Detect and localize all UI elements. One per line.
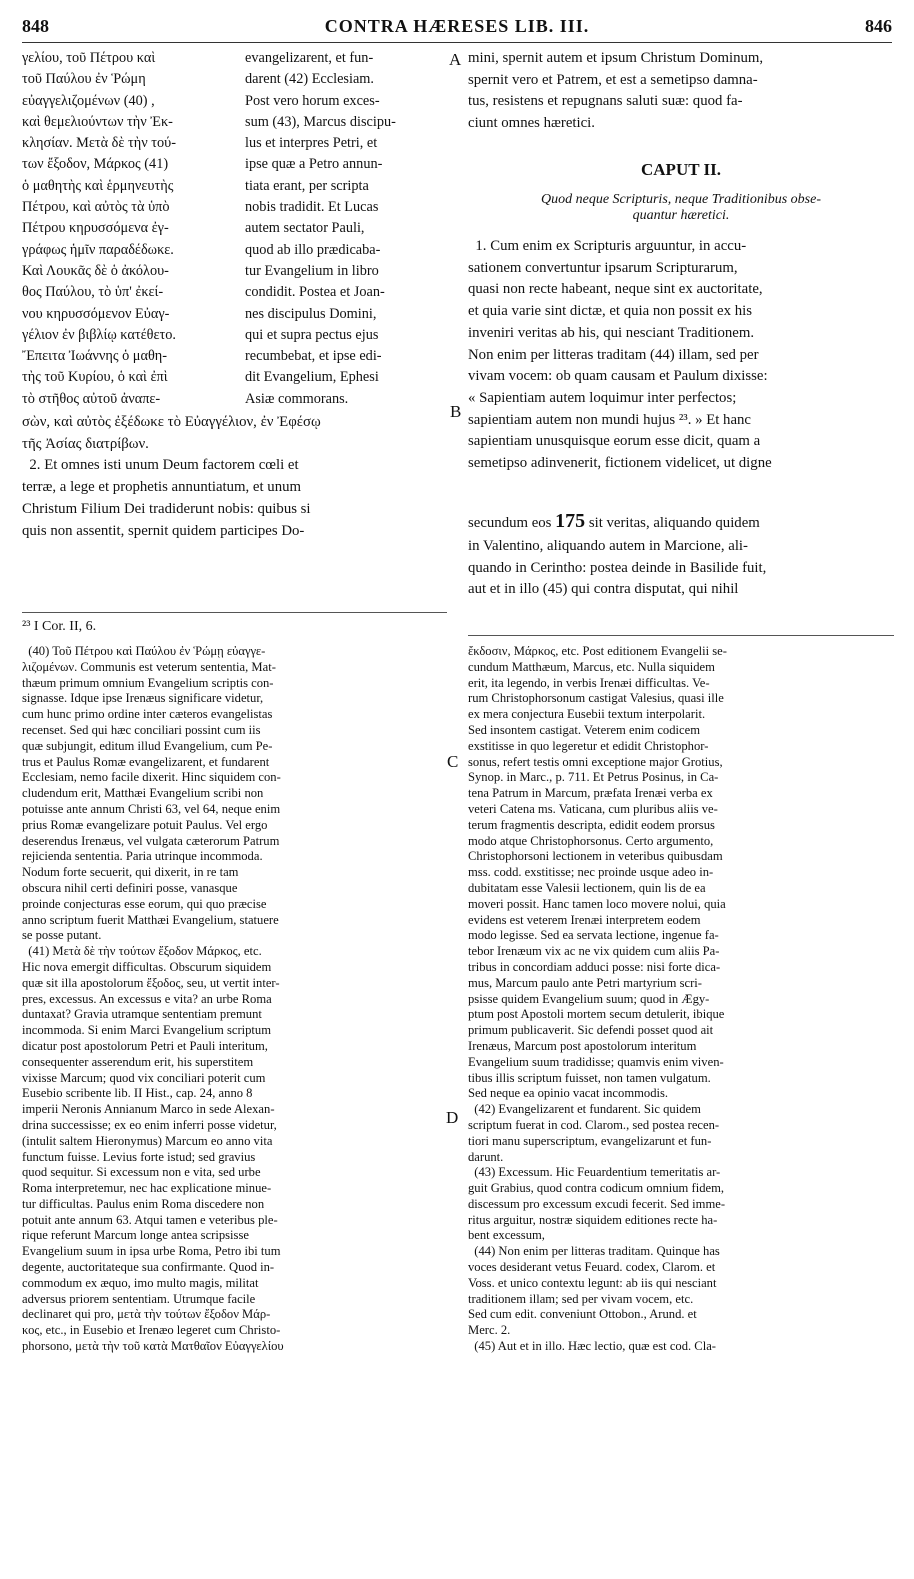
notes-left-column <box>22 644 447 1355</box>
note-line: quæ subjungit, editum illud Evangelium, cum Pe- <box>22 738 273 753</box>
latin-text-line: nobis tradidit. Et Lucas <box>245 199 379 216</box>
note-line: λιζομένων. Communis est veterum sententia, Mat- <box>22 659 276 674</box>
text-line: et quia varie sint dictæ, et quia non possit ex his <box>468 303 752 320</box>
note-line: discessum pro excessum excudi fecerit. Sed imme- <box>468 1196 726 1211</box>
note-line: terum fragmentis descripta, edidit eodem prorsus <box>468 817 715 832</box>
text-line: τῆς Ἀσίας διατρίβων. <box>22 435 149 452</box>
note-line: modo atque Christophorsonus. Certo argumento, <box>468 833 714 848</box>
greek-text-line: τὸ στῆθος αὐτοῦ ἀναπε- <box>22 390 161 407</box>
text-line: 1. Cum enim ex Scripturis arguuntur, in accu- <box>468 238 747 254</box>
note-line: functum fuisse. Levius forte istud; sed gravius <box>22 1149 256 1164</box>
note-line: tebor Irenæum vix ac ne vix quidem cum aliis Pa- <box>468 944 720 959</box>
greek-text-line: θος Παύλου, τὸ ὑπ' ἐκεί- <box>22 284 164 301</box>
note-line: (44) Non enim per litteras traditam. Quinque has <box>468 1244 720 1259</box>
note-line: consequenter asserendum erit, his superstitem <box>22 1054 254 1069</box>
note-line: thæum primum omnium Evangelium scriptis con- <box>22 675 274 690</box>
greek-text-line: των ἔξοδον, Μάρκος (41) <box>22 156 169 173</box>
note-line: dicatur post apostolorum Petri et Pauli interitum, <box>22 1038 268 1053</box>
page-header <box>22 16 892 40</box>
latin-text-line: nes discipulus Domini, <box>245 305 377 322</box>
note-line: cludendum erit, Matthæi Evangelium scribi non <box>22 786 264 801</box>
note-line: potuisse ante annum Christi 63, vel 64, neque enim <box>22 801 281 816</box>
note-line: traditionem illam; sed per vivam vocem, etc. <box>468 1291 694 1306</box>
greek-text-line: Ἔπειτα Ἰωάννης ὁ μαθη- <box>22 348 168 365</box>
latin-text-line: sum (43), Marcus discipu- <box>245 113 396 130</box>
right-line-with-page-number <box>468 511 894 535</box>
chapter-subtitle-line-2: quantur hæretici. <box>632 208 730 223</box>
greek-text-line: τοῦ Παύλου ἐν Ῥώμη <box>22 71 146 88</box>
note-line: trus et Paulus Romæ evangelizarent, et fundarent <box>22 754 270 769</box>
greek-text-line: τὴς τοῦ Κυρίου, ὁ καὶ ἐπὶ <box>22 369 168 386</box>
greek-text-line: εὐαγγελιζομένων (40) , <box>22 92 155 109</box>
note-line: drina successisse; ex eo enim inferri posse videtur, <box>22 1117 277 1132</box>
note-line: darunt. <box>468 1149 504 1164</box>
text-line: « Sapientiam autem loquimur inter perfectos; <box>468 389 737 406</box>
note-line: mus, Marcum paulo ante Petri martyrium scri- <box>468 975 702 990</box>
note-line: Nodum forte secuerit, qui dixerit, in re tam <box>22 865 239 880</box>
greek-text-line: γέλιον ἐν βιβλίῳ κατέθετο. <box>22 326 176 343</box>
latin-text-line: tiata erant, per scripta <box>245 177 369 194</box>
notes-separator <box>468 635 894 636</box>
note-line: ptum post Apostoli mortem secum detulerit, ibique <box>468 1007 725 1022</box>
text-line: spernit vero et Patrem, et est a semetipso damna- <box>468 71 758 88</box>
note-line: mss. codd. exstitisse; nec proinde usque adeo in- <box>468 865 714 880</box>
note-line: quæ sit illa apostolorum ἔξοδος, seu, ut vertit inter- <box>22 975 280 990</box>
note-line: veteri Catena ms. Vaticana, cum pluribus aliis ve- <box>468 801 718 816</box>
note-line: (intulit saltem Hieronymus) Marcum eo anno vita <box>22 1133 273 1148</box>
note-line: obscura nihil certi definiri posse, vanasque <box>22 880 238 895</box>
text-line: quis non assentit, spernit quidem participes Do- <box>22 522 305 539</box>
note-line: (45) Aut et in illo. Hæc lectio, quæ est cod. Cla- <box>468 1339 716 1354</box>
note-line: Hic nova emergit difficultas. Obscurum siquidem <box>22 959 272 974</box>
note-line: voces desiderant vetus Feuard. codex, Clarom. et <box>468 1260 716 1275</box>
note-line: imperii Neronis Annianum Marco in sede Alexan- <box>22 1102 275 1117</box>
note-line: scriptum fuerat in cod. Clarom., sed postea recen- <box>468 1117 720 1132</box>
note-line: sonus, refert testis omni exceptione major Grotius, <box>468 754 723 769</box>
note-line: Evangelium suum in ipsa urbe Roma, Petro ibi tum <box>22 1244 281 1259</box>
note-line: Christophorsoni lectionem in veteribus quibusdam <box>468 849 723 864</box>
edition-page-number: 175 <box>555 510 586 532</box>
right-body-text-2 <box>468 536 894 601</box>
note-line: rique referunt Marcum longe antea scripsisse <box>22 1228 249 1243</box>
latin-text-line: lus et interpres Petri, et <box>245 135 378 152</box>
text-line: semetipso adinvenerit, fictionem videlicet, ut digne <box>468 455 772 472</box>
note-line: ritus arguitur, nostræ siquidem editiones recte ha- <box>468 1212 718 1227</box>
greek-text-line: Πέτρου, καὶ αὐτὸς τὰ ὑπὸ <box>22 199 170 216</box>
note-line: (43) Excessum. Hic Feuardentium temeritatis ar- <box>468 1165 721 1180</box>
chapter-title: CAPUT II. <box>641 160 721 179</box>
note-line: guit Grabius, quod contra codicum omnium fidem, <box>468 1181 725 1196</box>
note-line: declinaret qui pro, μετὰ τὴν τούτων ἔξοδον Μάρ- <box>22 1307 271 1322</box>
note-line: phorsono, μετὰ τὴν τοῦ κατὰ Ματθαῖον Εὐαγγελίου <box>22 1339 284 1354</box>
note-line: tibus illis scriptum fuisset, non tamen vulgatum. <box>468 1070 711 1085</box>
note-line: (40) Τοῦ Πέτρου καὶ Παύλου ἐν Ῥώμῃ εὐαγγε- <box>22 644 266 658</box>
text-line: vivam vocem: ob quam causam et Paulum dixisse: <box>468 368 768 385</box>
note-line: ἔκδοσιν, Μάρκος, etc. Post editionem Evangelii se- <box>468 644 727 658</box>
latin-text-line: evangelizarent, et fun- <box>245 50 374 66</box>
latin-text-line: autem sectator Pauli, <box>245 220 365 237</box>
greek-text-line: γελίου, τοῦ Πέτρου καὶ <box>22 50 156 66</box>
latin-text-line: ipse quæ a Petro annun- <box>245 156 383 173</box>
page-number-right: 846 <box>865 16 892 36</box>
text-line: in Valentino, aliquando autem in Marcione, ali- <box>468 538 748 554</box>
latin-text-line: dit Evangelium, Ephesi <box>245 369 379 386</box>
note-line: rum Christophorsonum castigat Valesius, quasi ille <box>468 691 724 706</box>
footnote-separator <box>22 612 447 613</box>
note-line: moveri possit. Hanc tamen loco movere nolui, quia <box>468 896 726 911</box>
note-line: tur difficultas. Paulus enim Roma discedere non <box>22 1196 265 1211</box>
note-line: Eusebio scribente lib. II Hist., cap. 24, anno 8 <box>22 1086 253 1101</box>
text-line: terræ, a lege et prophetis annuntiatum, et unum <box>22 479 302 496</box>
note-line: bent excessum, <box>468 1228 545 1243</box>
text-line: tus, resistens et repugnans saluti suæ: quod fa- <box>468 93 743 110</box>
note-line: proinde conjecturas esse eorum, qui quo præcise <box>22 896 267 911</box>
text-line: 2. Et omnes isti unum Deum factorem cœli et <box>22 457 299 474</box>
left-continuation-text <box>22 412 447 542</box>
notes-right-column <box>468 644 894 1355</box>
note-line: vixisse Marcum; quod vix conciliari poterit cum <box>22 1070 266 1085</box>
note-line: Synop. in Marc., p. 711. Et Petrus Posinus, in Ca- <box>468 770 719 785</box>
greek-text-line: Πέτρου κηρυσσόμενα ἐγ- <box>22 220 169 237</box>
note-line: pres, excessus. An excessus e vita? an urbe Roma <box>22 991 272 1006</box>
note-line: tribus in concordiam adduci posse: nisi forte dica- <box>468 959 721 974</box>
latin-text-line: Asiæ commorans. <box>245 390 349 407</box>
latin-text-line: condidit. Postea et Joan- <box>245 284 385 301</box>
text-line: ciunt omnes hæretici. <box>468 115 595 132</box>
note-line: erit, ita legendo, in verbis Irenæi difficultas. Ve- <box>468 675 710 690</box>
note-line: Sed neque ea opinio vacat incommodis. <box>468 1086 669 1101</box>
greek-text-line: καὶ θεμελιούντων τὴν Ἐκ- <box>22 113 173 130</box>
running-title: CONTRA HÆRESES LIB. III. <box>324 16 590 36</box>
latin-text-line: recumbebat, et ipse edi- <box>245 348 382 365</box>
latin-text-column <box>245 48 443 410</box>
chapter-subtitle <box>468 192 894 224</box>
note-line: Ecclesiam, nemo facile dixerit. Hinc siquidem con- <box>22 770 281 785</box>
text-line: quasi non recte habeant, neque sint ex auctoritate, <box>468 281 763 298</box>
line-text-before: secundum eos <box>468 515 556 531</box>
note-line: Evangelium suum tradidisse; quamvis enim viven- <box>468 1054 724 1069</box>
text-line: mini, spernit autem et ipsum Christum Dominum, <box>468 50 764 66</box>
note-line: cundum Matthæum, Marcus, etc. Nulla siquidem <box>468 659 715 674</box>
latin-text-line: darent (42) Ecclesiam. <box>245 71 375 88</box>
text-line: σὼν, καὶ αὐτὸς ἐξέδωκε τὸ Εὐαγγέλιον, ἐν Ἐφέσῳ <box>22 414 321 430</box>
note-line: Voss. et unico contextu legunt: ab iis qui nesciant <box>468 1275 717 1290</box>
scripture-footnote: ²³ I Cor. II, 6. <box>22 619 97 634</box>
note-line: recenset. Sed qui hæc conciliari possint cum iis <box>22 722 261 737</box>
text-line: Christum Filium Dei tradiderunt nobis: quibus si <box>22 500 311 517</box>
note-line: prius Romæ evangelizare potuit Paulus. Vel ergo <box>22 817 268 832</box>
line-text-after: sit veritas, aliquando quidem <box>585 515 760 531</box>
note-line: dubitatam esse Valesii lectionem, quin lis de ea <box>468 880 706 895</box>
note-line: psisse quidem Evangelium suum; quod in Ægy- <box>468 991 710 1006</box>
latin-text-line: tur Evangelium in libro <box>245 262 379 279</box>
right-top-text <box>468 48 894 135</box>
note-line: κος, etc., in Eusebio et Irenæo legeret cum Christo- <box>22 1323 281 1338</box>
text-line: inveniri veritas ab his, qui nesciant Traditionem. <box>468 324 755 341</box>
note-line: se posse putant. <box>22 928 102 943</box>
text-line: sapientiam autem non mundi hujus ²³. » Et hanc <box>468 411 751 428</box>
latin-text-line: quod ab illo prædicaba- <box>245 241 381 258</box>
note-line: adversus priorem sententiam. Utrumque facile <box>22 1291 256 1306</box>
greek-text-line: γράφως ἡμῖν παραδέδωκε. <box>22 241 174 258</box>
note-line: modo legisse. Sed ea servata lectione, ingenue fa- <box>468 928 719 943</box>
note-line: signasse. Idque ipse Irenæus significare videtur, <box>22 691 264 706</box>
note-line: tiori manu superscriptum, evangelizarunt et fun- <box>468 1133 712 1148</box>
note-line: duntaxat? Gravia utramque sententiam premunt <box>22 1007 262 1022</box>
note-line: Irenæus, Marcum post apostolorum interitum <box>468 1038 697 1053</box>
latin-text-line: Post vero horum exces- <box>245 92 380 109</box>
text-line: sapientiam unusquisque eorum esse dicit, quam a <box>468 433 761 450</box>
greek-text-column <box>22 48 240 410</box>
header-rule <box>22 42 892 43</box>
note-line: commodum ex æquo, imo multo magis, militat <box>22 1275 259 1290</box>
note-line: potuit ante annum 63. Atqui tamen e veteribus ple- <box>22 1212 278 1227</box>
text-line: sationem convertuntur ipsarum Scripturarum, <box>468 259 738 276</box>
page-number-left: 848 <box>22 16 49 36</box>
note-line: Sed cum edit. conveniunt Ottobon., Arund. et <box>468 1307 697 1322</box>
note-line: (41) Μετὰ δὲ τὴν τούτων ἔξοδον Μάρκος, etc. <box>22 944 262 959</box>
margin-letter-a: A <box>449 50 462 69</box>
margin-letter-d: D <box>446 1108 459 1127</box>
note-line: deserendus Irenæus, vel vulgata cæterorum Patrum <box>22 833 280 848</box>
chapter-subtitle-line-1: Quod neque Scripturis, neque Traditionibus obse- <box>541 192 821 207</box>
note-line: ex mera conjectura Eusebii textum interpolarit. <box>468 707 706 722</box>
margin-letter-b: B <box>450 402 462 421</box>
note-line: rejicienda sententia. Paria utrinque incommoda. <box>22 849 263 864</box>
note-line: exstitisse in quo legeretur et edidit Christophor- <box>468 738 709 753</box>
note-line: Sed insontem castigat. Veterem enim codicem <box>468 722 700 737</box>
note-line: incommoda. Si enim Marci Evangelium scriptum <box>22 1023 272 1038</box>
margin-letter-c: C <box>447 752 459 771</box>
text-line: quando in Cerintho: postea deinde in Basilide fuit, <box>468 559 767 576</box>
right-body-text <box>468 236 894 475</box>
note-line: anno scriptum fuerit Matthæi Evangelium, statuere <box>22 912 279 927</box>
note-line: degente, auctoritateque sua confirmante. Quod in- <box>22 1260 275 1275</box>
note-line: (42) Evangelizarent et fundarent. Sic quidem <box>468 1102 701 1117</box>
latin-text-line: qui et supra pectus ejus <box>245 326 379 343</box>
greek-text-line: ὁ μαθητὴς καὶ ἑρμηνευτὴς <box>22 177 174 194</box>
note-line: Roma interpretemur, nec hac explicatione minue- <box>22 1181 272 1196</box>
text-line: Non enim per litteras traditam (44) illam, sed per <box>468 346 759 363</box>
note-line: quod sequitur. Si excessum non e vita, sed urbe <box>22 1165 261 1180</box>
note-line: tena Patrum in Marcum, præfata Irenæi verba ex <box>468 786 713 801</box>
greek-text-line: κλησίαν. Μετὰ δὲ τὴν τού- <box>22 135 176 152</box>
note-line: primum publicaverit. Sic defendi posset quod ait <box>468 1023 714 1038</box>
greek-text-line: Καὶ Λουκᾶς δὲ ὁ ἀκόλου- <box>22 262 169 279</box>
greek-text-line: νου κηρυσσόμενον Εὐαγ- <box>22 305 170 322</box>
note-line: Merc. 2. <box>468 1323 511 1338</box>
text-line: aut et in illo (45) qui contra disputat, qui nihil <box>468 581 739 598</box>
note-line: cum hunc primo ordine inter cæteros evangelistas <box>22 707 273 722</box>
note-line: evidens est veterem Irenæi interpretem eodem <box>468 912 701 927</box>
